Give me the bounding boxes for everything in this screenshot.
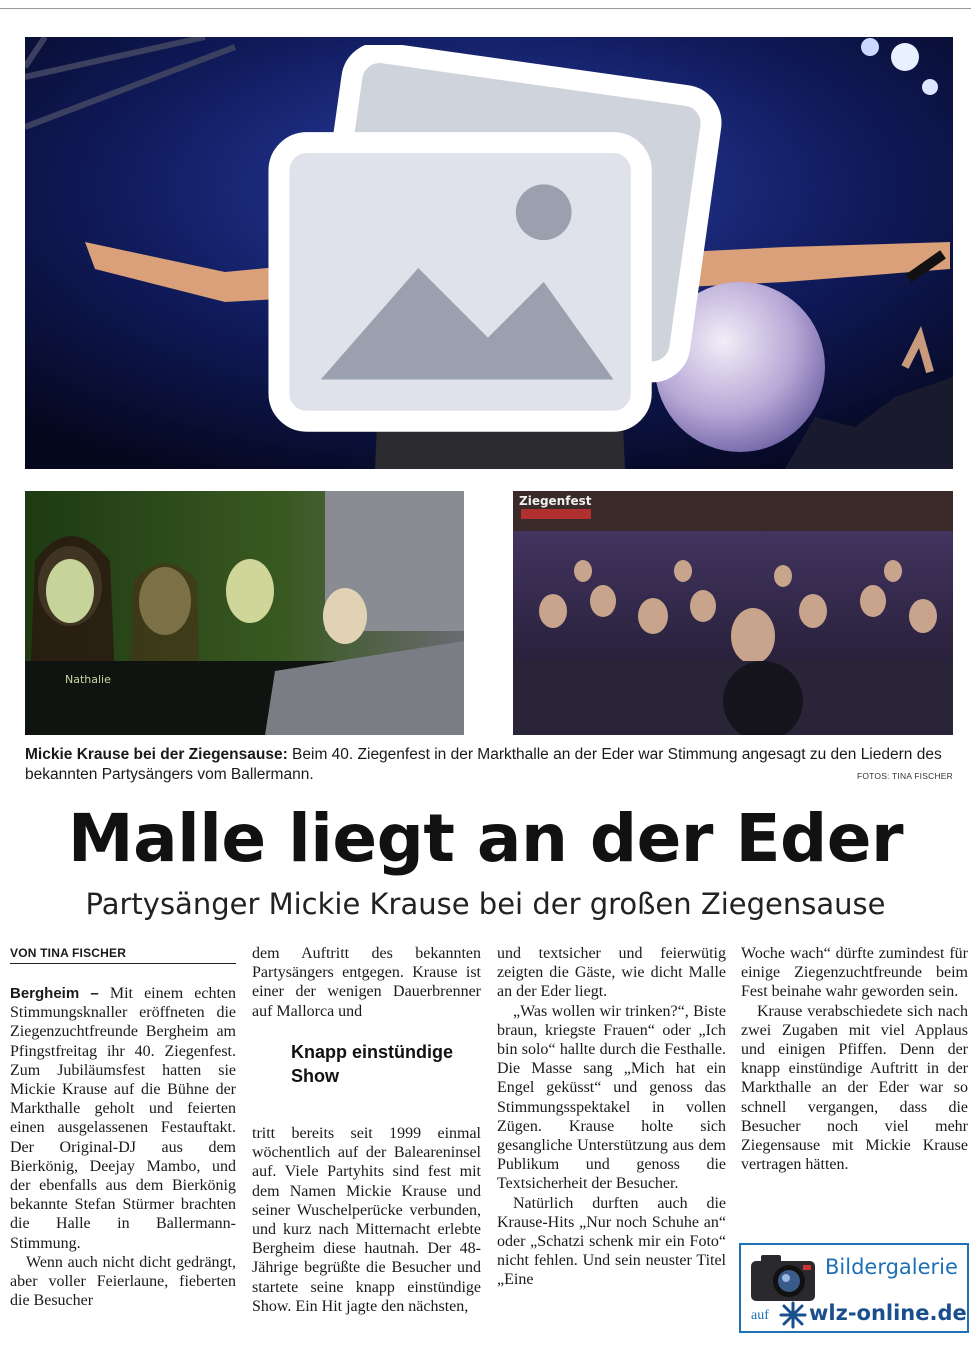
col3-paragraph-3: Natürlich durften auch die Krause-Hits „Nur noch Schuhe an“ oder „Schatzi schenk mir ein Foto“ nicht fehlen. Und sein neuster Titel „Eine <box>497 1194 726 1289</box>
article-column-2 <box>252 944 481 1021</box>
col2-paragraph-1: dem Auftritt des bekannten Partysängers entgegen. Krause ist einer der wenigen Dauerbrenner auf Mallorca und <box>252 945 481 1020</box>
right-photo-banner-text: Ziegenfest <box>519 494 592 508</box>
article-column-1 <box>10 984 236 1310</box>
main-photo-singer-on-stage <box>25 37 953 469</box>
ad-url-link[interactable]: wlz-online.de <box>809 1301 967 1325</box>
ad-auf: auf <box>751 1308 769 1323</box>
photo-gallery-icon[interactable] <box>25 45 945 469</box>
col3-paragraph-2: „Was wollen wir trinken?“, Biste braun, kriegste Frauen“ oder „Ich bin solo“ hallte durch die Festhalle. Die Masse sang „Mich hat ein Engel geküsst“ und genoss das Stimmungsspektakel in vollen Zügen. Krause holte sich gesangliche Unterstützung aus dem Publikum und genoss die Textsicherheit der Besucher. <box>497 1002 726 1193</box>
intertitle: Knapp einstündige Show <box>291 1042 453 1086</box>
col4-paragraph-1: Woche wach“ dürfte zumindest für einige Ziegenzuchtfreunde beim Fest beinahe wahr geworden sein. <box>741 945 968 1001</box>
col2-paragraph-2: tritt bereits seit 1999 einmal wöchentlich auf der Baleareninsel auf. Viele Partyhits sind fest mit dem Namen Mickie Krause und seiner Wuschelperücke verbunden, und kurz nach Mitternacht erlebte Bergheim diese hautnah. Der 48-Jährige begrüßte die Besucher und startete seine knapp einstündige Show. Ein Hit jagte den nächsten, <box>252 1125 481 1315</box>
article-column-2-continued <box>252 1124 481 1316</box>
headline: Malle liegt an der Eder <box>67 800 904 877</box>
caption-text: Beim 40. Ziegenfest in der Markthalle an der Eder war Stimmung angesagt zu den Liedern des bekannten Partysängers vom Ballermann. <box>25 746 942 783</box>
ad-title: Bildergalerie <box>825 1255 958 1279</box>
byline: VON TINA FISCHER <box>10 946 236 964</box>
col3-paragraph-1: und textsicher und feierwütig zeigten die Gäste, wie dicht Malle an der Eder liegt. <box>497 945 726 1001</box>
star-logo-icon <box>779 1301 807 1329</box>
photo-credit: FOTOS: TINA FISCHER <box>856 771 953 781</box>
col4-paragraph-2: Krause verabschiedete sich nach zwei Zugaben mit viel Applaus und einigen Pfiffen. Denn der knapp einstündige Auftritt in der Markthalle an der Eder war so schnell vergangen, dass die Besucher noch viel mehr Ziegensause mit Mickie Krause vertragen hätten. <box>741 1002 968 1174</box>
article-column-3 <box>497 944 726 1290</box>
photo-caption <box>25 745 953 785</box>
festhalle-crowd-photo <box>513 491 953 735</box>
bildergalerie-promo[interactable] <box>739 1243 969 1333</box>
caption-lead: Mickie Krause bei der Ziegensause: <box>25 746 288 763</box>
crowd-photo-women <box>25 491 464 735</box>
col1-paragraph-1: Mit einem echten Stimmungsknaller eröffneten die Ziegenzuchtfreunde Bergheim am Pfingstfreitag ihr 40. Ziegenfest. Zum Jubiläumsfest hatten sie Mickie Krause auf die Bühne der Markthalle geholt und feierten einen ausgelassenen Festauftakt. Der Original-DJ aus dem Bierkönig, Deejay Mambo, und der ebenfalls aus dem Bierkönig bekannte Stefan Stürmer brachten die Halle in Ballermann-Stimmung. <box>10 985 236 1252</box>
col1-paragraph-2: Wenn auch nicht dicht gedrängt, aber voller Feierlaune, fieberten die Besucher <box>10 1253 236 1310</box>
camera-icon <box>749 1251 821 1303</box>
left-photo-shirt-text: Nathalie <box>65 673 111 686</box>
article-column-4 <box>741 944 968 1174</box>
top-rule <box>0 8 971 9</box>
dateline: Bergheim – <box>10 985 99 1002</box>
subheadline: Partysänger Mickie Krause bei der großen Ziegensause <box>85 887 886 921</box>
